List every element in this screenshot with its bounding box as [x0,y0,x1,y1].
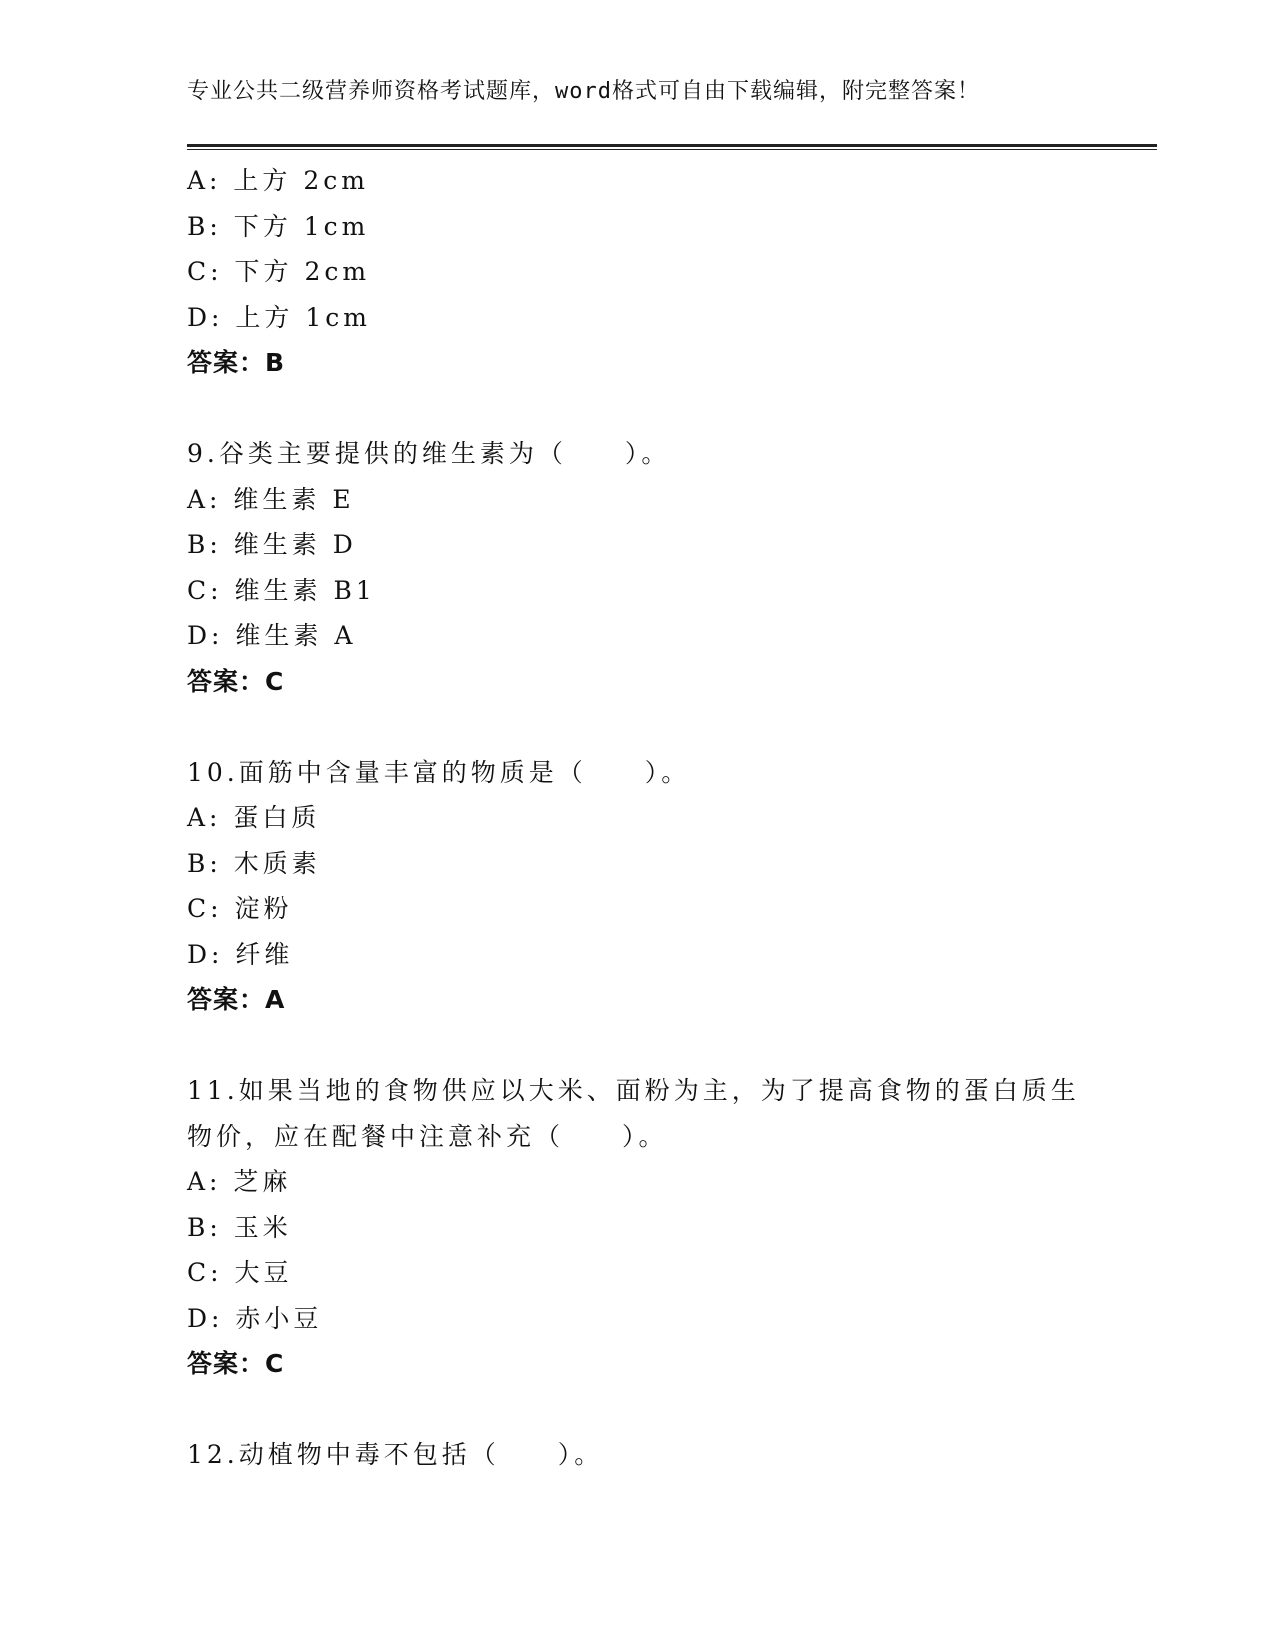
question-9 [187,431,1087,704]
option-b: B: 木质素 [187,848,321,878]
question-stem: 12.动植物中毒不包括（ ）。 [187,1440,604,1469]
question-stem-line-1: 11.如果当地的食物供应以大米、面粉为主，为了提高食物的蛋白质生 [187,1076,1080,1105]
option-a: A: 上方 2cm [187,166,369,195]
option-d: D: 维生素 A [187,621,357,650]
question-12 [187,1432,1087,1478]
page-header: 专业公共二级营养师资格考试题库，word格式可自由下载编辑，附完整答案！ [187,79,980,104]
question-10 [187,750,1087,1023]
question-11 [187,1068,1087,1387]
option-d: D: 上方 1cm [187,302,371,332]
option-d: D: 纤维 [187,939,294,969]
question-stem: 9.谷类主要提供的维生素为（ ）。 [187,439,671,468]
spacer [187,1387,1087,1433]
answer: 答案：C [187,1349,285,1378]
option-c: C: 下方 2cm [187,257,371,286]
question-stem-line-2: 物价，应在配餐中注意补充（ ）。 [187,1121,668,1151]
spacer [187,704,1087,750]
answer: 答案：A [187,985,286,1014]
option-a: A: 蛋白质 [187,803,321,832]
option-b: B: 玉米 [187,1212,292,1242]
question-8-continued [187,158,1087,386]
question-stem: 10.面筋中含量丰富的物质是（ ）。 [187,757,691,787]
option-c: C: 大豆 [187,1258,293,1287]
answer: 答案：C [187,666,285,696]
option-d: D: 赤小豆 [187,1303,323,1333]
question-list [187,158,1087,1478]
header-divider [187,144,1157,150]
option-b: B: 下方 1cm [187,211,370,241]
option-b: B: 维生素 D [187,530,357,559]
spacer [187,1023,1087,1069]
option-c: C: 淀粉 [187,894,293,923]
option-a: A: 维生素 E [187,484,355,514]
spacer [187,386,1087,432]
option-a: A: 芝麻 [187,1167,292,1196]
option-c: C: 维生素 B1 [187,575,376,605]
answer: 答案：B [187,348,286,377]
